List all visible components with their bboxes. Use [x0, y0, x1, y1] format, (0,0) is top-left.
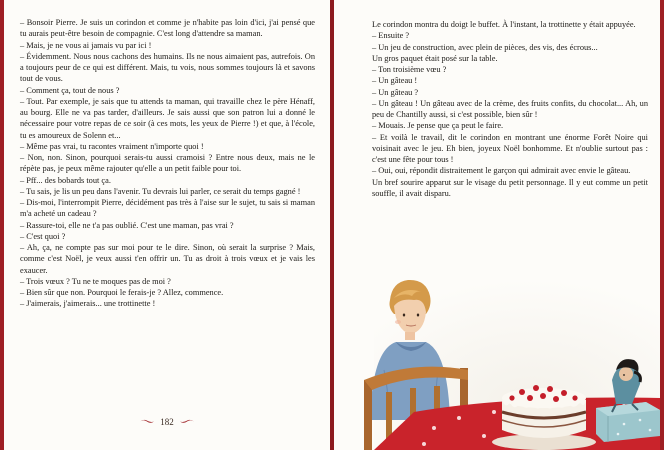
ornament-left-icon: [140, 419, 154, 424]
paragraph: – Ton troisième vœu ?: [372, 65, 447, 74]
paragraph: – Un jeu de construction, avec plein de pièces, des vis, des écrous...: [372, 42, 598, 52]
paragraph: – Bonsoir Pierre. Je suis un corindon et comme je n'habite pas loin d'ici, j'ai pensé que tu aurais peut-être besoin de compagnie. C'est long d'attendre sa maman.: [20, 18, 315, 39]
paragraph: – Non, non. Sinon, pourquoi serais-tu aussi cramoisi ? Entre nous deux, mais ne le répète pas, je peux même rajouter qu'elle a un petit faible pour toi.: [20, 153, 315, 174]
gift-box: [596, 402, 660, 442]
paragraph: – Oui, oui, répondit distraitement le garçon qui admirait avec envie le gâteau.: [372, 166, 631, 176]
cake: [492, 385, 596, 450]
paragraph: – C'est quoi ?: [20, 231, 66, 241]
paragraph: Un bref sourire apparut sur le visage du petit personnage. Il y eut comme un petit souffle, il avait disparu.: [372, 177, 648, 198]
left-page-text: [20, 17, 315, 310]
paragraph: – Trois vœux ? Tu ne te moques pas de moi ?: [20, 276, 171, 286]
paragraph: – Comment ça, tout de nous ?: [20, 85, 120, 95]
paragraph: – Mais, je ne vous ai jamais vu par ici !: [20, 40, 152, 50]
paragraph: – Et voilà le travail, dit le corindon en montrant une énorme Forêt Noire qui voisinait avec le jeu. Eh bien, joyeux Noël bonhomme. Et n'oublie surtout pas : c'est une fête pour tous !: [372, 132, 648, 164]
paragraph: Le corindon montra du doigt le buffet. À l'instant, la trottinette y était appuyée.: [372, 20, 636, 29]
paragraph: – Un gâteau ! Un gâteau avec de la crème, des fruits confits, du chocolat... Ah, un peu de Chantilly aussi, si c'est possible, bien sûr !: [372, 98, 648, 119]
paragraph: – Un gâteau !: [372, 76, 418, 86]
christmas-illustration: [334, 0, 660, 450]
paragraph: – Tout. Par exemple, je sais que tu attends ta maman, qui travaille chez le père Hénaff, au bourg. Elle ne va pas tarder, d'ailleurs. Je sais aussi que son patron lui a donné le nécessaire pour votre repas de ce soir (à ces mots, les yeux de Pierre !) et que, à l'école, tu es amoureux de Solenn et...: [20, 96, 315, 140]
paragraph: – Tu sais, je lis un peu dans l'avenir. Tu devrais lui parler, ce serait du temps gagné !: [20, 186, 301, 196]
paragraph: – Ensuite ?: [372, 31, 410, 41]
paragraph: – Dis-moi, l'interrompit Pierre, décidément pas très à l'aise sur le sujet, tu sais si maman m'a acheté un cadeau ?: [20, 198, 315, 219]
page-number-text: 182: [160, 417, 174, 427]
paragraph: – Même pas vrai, tu racontes vraiment n'importe quoi !: [20, 141, 204, 151]
paragraph: – Un gâteau ?: [372, 87, 419, 97]
left-page: [4, 0, 330, 450]
paragraph: – J'aimerais, j'aimerais... une trottinette !: [20, 299, 156, 309]
paragraph: – Ah, ça, ne compte pas sur moi pour te le dire. Sinon, où serait la surprise ? Mais, comme c'est Noël, je veux aussi t'en offrir un. Tu as droit à trois vœux et je vais les exaucer.: [20, 243, 315, 275]
right-page: [334, 0, 660, 450]
paragraph: – Rassure-toi, elle ne t'a pas oublié. C'est une maman, pas vrai ?: [20, 220, 234, 230]
paragraph: – Évidemment. Nous nous cachons des humains. Ils ne nous aimaient pas, autrefois. On a toujours peur de ce qui est différent. Mais, tu vois, nous sommes toujours là et savons tout de vous.: [20, 51, 315, 84]
paragraph: Un gros paquet était posé sur la table.: [372, 53, 498, 63]
paragraph: – Mouais. Je pense que ça peut le faire.: [372, 121, 504, 131]
ornament-right-icon: [180, 419, 194, 424]
paragraph: – Pff... des bobards tout ça.: [20, 175, 111, 185]
page-number: [4, 417, 330, 427]
paragraph: – Bien sûr que non. Pourquoi le ferais-je ? Allez, commence.: [20, 288, 224, 297]
